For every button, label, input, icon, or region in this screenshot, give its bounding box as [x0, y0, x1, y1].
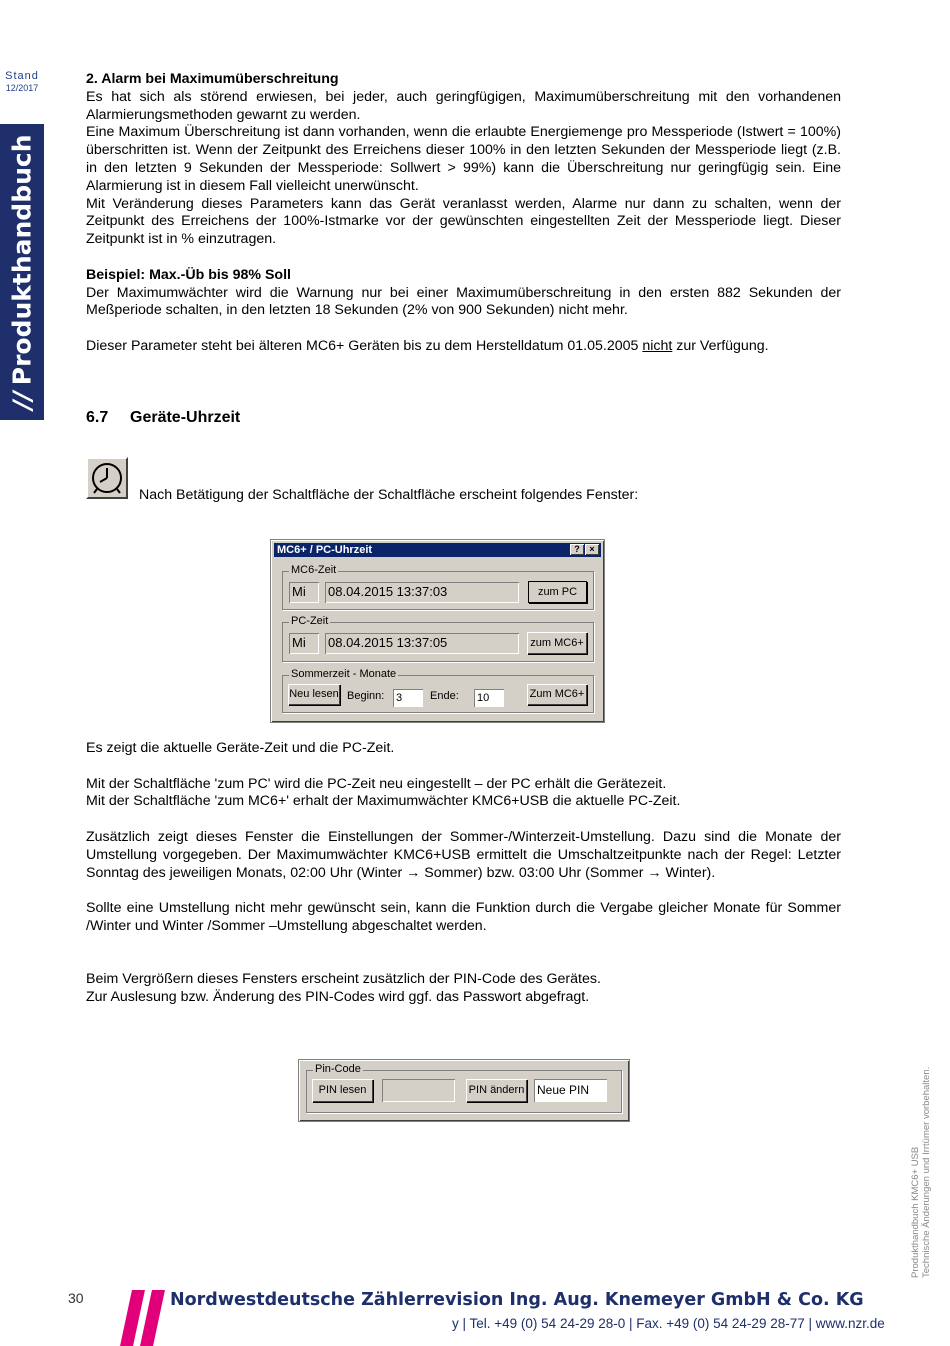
alarm-paragraph-3: Mit Veränderung dieses Parameters kann das Gerät veranlasst werden, Alarme nur dann zu schalten, wenn der Zeitpunkt des Erreichens der 100%-Istmarke vor der gewünschten eingestellten Zeit der Messperiode liegt. Dieser Zeitpunkt ist in % einzutragen. — [86, 195, 841, 248]
page-number: 30 — [68, 1290, 84, 1306]
clock-button[interactable] — [86, 457, 128, 499]
nzr-logo — [120, 1290, 165, 1346]
section-heading — [86, 409, 240, 427]
note-underlined: nicht — [642, 337, 673, 354]
text-pin-password: Zur Auslesung bzw. Änderung des PIN-Codes wird ggf. das Passwort abgefragt. — [86, 989, 590, 1006]
neu-lesen-button[interactable]: Neu lesen — [288, 684, 340, 705]
pin-lesen-button[interactable]: PIN lesen — [312, 1079, 373, 1102]
double-slash-icon: // — [7, 391, 37, 410]
pin-group — [306, 1063, 622, 1113]
clock-icon — [88, 459, 126, 497]
description-text — [86, 740, 841, 1007]
company-name: Nordwestdeutsche Zählerrevision Ing. Aug. Knemeyer GmbH & Co. KG — [170, 1290, 864, 1310]
text-disable: Sollte eine Umstellung nicht mehr gewünscht sein, kann die Funktion durch die Vergabe gleicher Monate für Sommer /Winter und Winter /Sommer –Umstellung abgeschaltet werden. — [86, 900, 841, 934]
beginn-input[interactable]: 3 — [393, 689, 423, 707]
mc6-group-label: MC6-Zeit — [291, 564, 337, 576]
button-caption: Nach Betätigung der Schaltfläche der Schaltfläche erscheint folgendes Fenster: — [139, 487, 639, 503]
stand-word: Stand — [5, 70, 39, 82]
stand-date: 12/2017 — [5, 83, 39, 93]
summer-group-label: Sommerzeit - Monate — [291, 668, 397, 680]
pc-datetime-field: 08.04.2015 13:37:05 — [325, 633, 519, 654]
logo-bar-2 — [140, 1290, 165, 1346]
text-zum-mc6: Mit der Schaltfläche 'zum MC6+' erhalt der Maximumwächter KMC6+USB die aktuelle PC-Zeit. — [86, 793, 681, 810]
zum-pc-button[interactable]: zum PC — [528, 581, 587, 603]
section-number: 6.7 — [86, 409, 109, 426]
dialog-title: MC6+ / PC-Uhrzeit — [277, 544, 373, 556]
text-summer-time: Zusätzlich zeigt dieses Fenster die Einstellungen der Sommer-/Winterzeit-Umstellung. Dazu sind die Monate der Umstellung vorgegeben. Der Maximumwächter KMC6+USB ermittelt die Umschaltzeitpunkte nach der Regel: Letzter Sonntag des jeweiligen Monats, 02:00 Uhr (Winter → Sommer) bzw. 03:00 Uhr (Sommer → Winter). — [86, 828, 841, 881]
text-current-time: Es zeigt die aktuelle Geräte-Zeit und die PC-Zeit. — [86, 740, 395, 756]
side-note-line-1: Produkthandbuch KMC6+ USB — [910, 1146, 921, 1278]
pin-panel — [298, 1059, 630, 1122]
alarm-section — [86, 71, 841, 356]
section-sidebar — [0, 124, 44, 420]
mc6-time-group — [282, 564, 594, 610]
alarm-heading: 2. Alarm bei Maximumüberschreitung — [86, 71, 339, 87]
stand-label — [0, 70, 44, 94]
pc-day-field: Mi — [289, 633, 319, 654]
section-title: Geräte-Uhrzeit — [130, 409, 241, 426]
pin-aendern-button[interactable]: PIN ändern — [466, 1079, 527, 1102]
help-button[interactable]: ? — [570, 544, 584, 555]
pin-display-field — [382, 1079, 455, 1102]
pc-group-label: PC-Zeit — [291, 615, 329, 627]
contact-line: y | Tel. +49 (0) 54 24-29 28-0 | Fax. +49 (0) 54 24-29 28-77 | www.nzr.de — [452, 1316, 885, 1331]
side-note-line-2: Technische Änderungen und Irrtümer vorbehalten. — [921, 1066, 932, 1278]
side-note — [910, 1067, 932, 1278]
note-after: zur Verfügung. — [672, 337, 769, 354]
text-zum-pc: Mit der Schaltfläche 'zum PC' wird die PC-Zeit neu eingestellt – der PC erhält die Gerätezeit. — [86, 775, 667, 792]
pin-group-label: Pin-Code — [315, 1063, 361, 1075]
mc6-datetime-field: 08.04.2015 13:37:03 — [325, 582, 519, 603]
example-text: Der Maximumwächter wird die Warnung nur bei einer Maximumüberschreitung in den ersten 882 Sekunden der Meßperiode schalten, in den letzten 18 Sekunden (2% von 900 Sekunden) nicht mehr. — [86, 284, 841, 319]
alarm-paragraph-2: Eine Maximum Überschreitung ist dann vorhanden, wenn die erlaubte Energiemenge pro Messperiode (Istwert = 100%) überschritten ist. Wenn der Zeitpunkt des Erreichens dieser 100% in den letzten Sekunden der Messperiode liegt (z.B. in den letzten 9 Sekunden der Messperiode: Sollwert > 99%) kann die Überschreitung nur geringfügig sein. Eine Alarmierung ist in diesem Fall vielleicht unerwünscht. — [86, 124, 841, 194]
summer-time-group — [282, 668, 594, 713]
pc-time-group — [282, 615, 594, 662]
alarm-paragraph-1: Es hat sich als störend erwiesen, bei jeder, auch geringfügigen, Maximumüberschreitung mit den vorhandenen Alarmierungsmethoden gewarnt zu werden. — [86, 88, 841, 123]
sidebar-title — [8, 134, 37, 409]
new-pin-input[interactable]: Neue PIN — [534, 1079, 607, 1102]
beginn-label: Beginn: — [347, 690, 385, 702]
ende-label: Ende: — [430, 690, 459, 702]
availability-note — [86, 338, 841, 356]
uhrzeit-dialog — [270, 539, 605, 723]
zum-mc6-button[interactable]: zum MC6+ — [527, 632, 587, 654]
sidebar-title-text: Produkthandbuch — [7, 134, 37, 386]
example-heading: Beispiel: Max.-Üb bis 98% Soll — [86, 266, 291, 283]
zum-mc6-summer-button[interactable]: Zum MC6+ — [527, 684, 587, 705]
close-button[interactable]: × — [585, 544, 599, 555]
dialog-titlebar — [274, 543, 601, 557]
ende-input[interactable]: 10 — [474, 689, 504, 707]
text-pin-window: Beim Vergrößern dieses Fensters erscheint zusätzlich der PIN-Code des Gerätes. — [86, 971, 601, 988]
note-before: Dieser Parameter steht bei älteren MC6+ Geräten bis zu dem Herstelldatum 01.05.2005 — [86, 337, 643, 354]
mc6-day-field: Mi — [289, 582, 319, 603]
